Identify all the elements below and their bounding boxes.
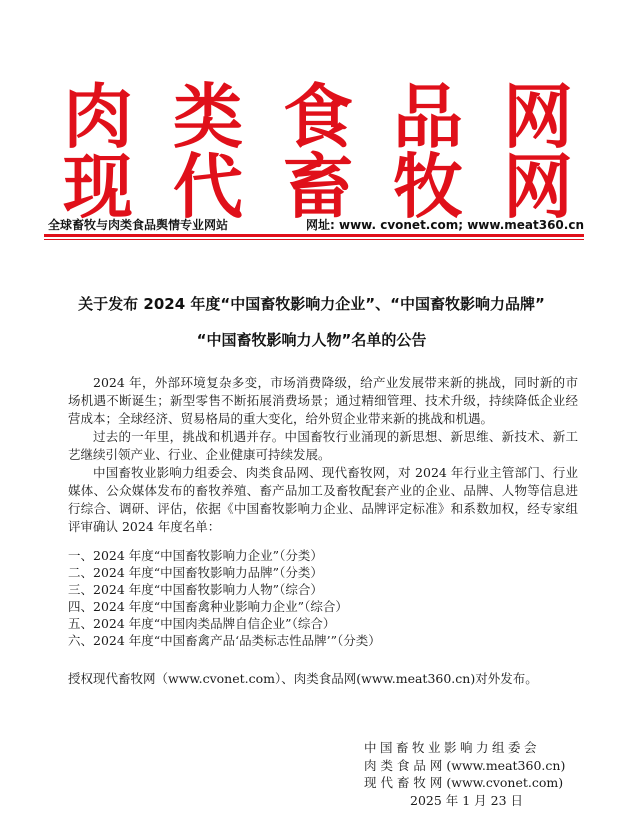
paragraph: 2024 年，外部环境复杂多变，市场消费降级，给产业发展带来新的挑战，同时新的市场机遇不断诞生；新型零售不断拓展消费场景；通过精细管理、技术升级，持续降低企业经营成本；全球经济、贸易格局的重大变化，给外贸企业带来新的挑战和机遇。 xyxy=(68,375,578,426)
list-item: 三、2024 年度“中国畜牧影响力人物”（综合） xyxy=(68,582,323,597)
signature-date: 2025 年 1 月 23 日 xyxy=(410,793,524,808)
masthead-char: 肉 xyxy=(63,75,133,158)
masthead-char: 品 xyxy=(393,75,463,158)
masthead-char: 类 xyxy=(173,75,243,158)
list-item: 五、2024 年度“中国肉类品牌自信企业”（综合） xyxy=(68,616,336,631)
masthead-char: 畜 xyxy=(283,145,353,228)
masthead-char: 网 xyxy=(503,75,573,158)
authorization-note: 授权现代畜牧网（www.cvonet.com）、肉类食品网(www.meat360.cn)对外发布。 xyxy=(68,671,538,686)
list-item: 一、2024 年度“中国畜牧影响力企业”（分类） xyxy=(68,548,323,563)
signature-org-meat360: 肉 类 食 品 网 (www.meat360.cn) xyxy=(364,758,566,773)
masthead-char: 食 xyxy=(283,75,353,158)
list-item: 四、2024 年度“中国畜禽种业影响力企业”（综合） xyxy=(68,599,348,614)
list-item: 二、2024 年度“中国畜牧影响力品牌”（分类） xyxy=(68,565,323,580)
masthead-char: 网 xyxy=(503,145,573,228)
signature-org-cvonet: 现 代 畜 牧 网 (www.cvonet.com) xyxy=(364,775,564,790)
paragraph: 中国畜牧业影响力组委会、肉类食品网、现代畜牧网，对 2024 年行业主管部门、行业媒体、公众媒体发布的畜牧养殖、畜产品加工及畜牧配套产业的企业、品牌、人物等信息进行综合、调研、评估，依据《中国畜牧影响力企业、品牌评定标准》和系数加权，经专家组评审确认 2024 年度名单： xyxy=(68,465,578,534)
masthead-char: 牧 xyxy=(393,145,463,228)
signature-org-committee: 中国畜牧业影响力组委会 xyxy=(364,740,541,755)
masthead-char: 代 xyxy=(173,145,243,228)
masthead-char: 现 xyxy=(63,145,133,228)
masthead-line-1 xyxy=(58,75,578,158)
list-item: 六、2024 年度“中国畜禽产品‘品类标志性品牌’”（分类） xyxy=(68,633,381,648)
paragraph: 过去的一年里，挑战和机遇并存。中国畜牧行业涌现的新思想、新思维、新技术、新工艺继续引领产业、行业、企业健康可持续发展。 xyxy=(68,429,578,462)
masthead-subbar xyxy=(44,214,584,234)
document-title-line-1: 关于发布 2024 年度“中国畜牧影响力企业”、“中国畜牧影响力品牌” xyxy=(78,295,545,313)
masthead-rule-thin xyxy=(44,239,584,240)
document-title-line-2: “中国畜牧影响力人物”名单的公告 xyxy=(196,331,427,349)
tagline: 全球畜牧与肉类食品舆情专业网站 xyxy=(48,218,229,232)
award-list xyxy=(68,547,381,649)
website-line: 网址: www. cvonet.com; www.meat360.cn xyxy=(306,218,584,232)
masthead-rule-thick xyxy=(44,234,584,237)
